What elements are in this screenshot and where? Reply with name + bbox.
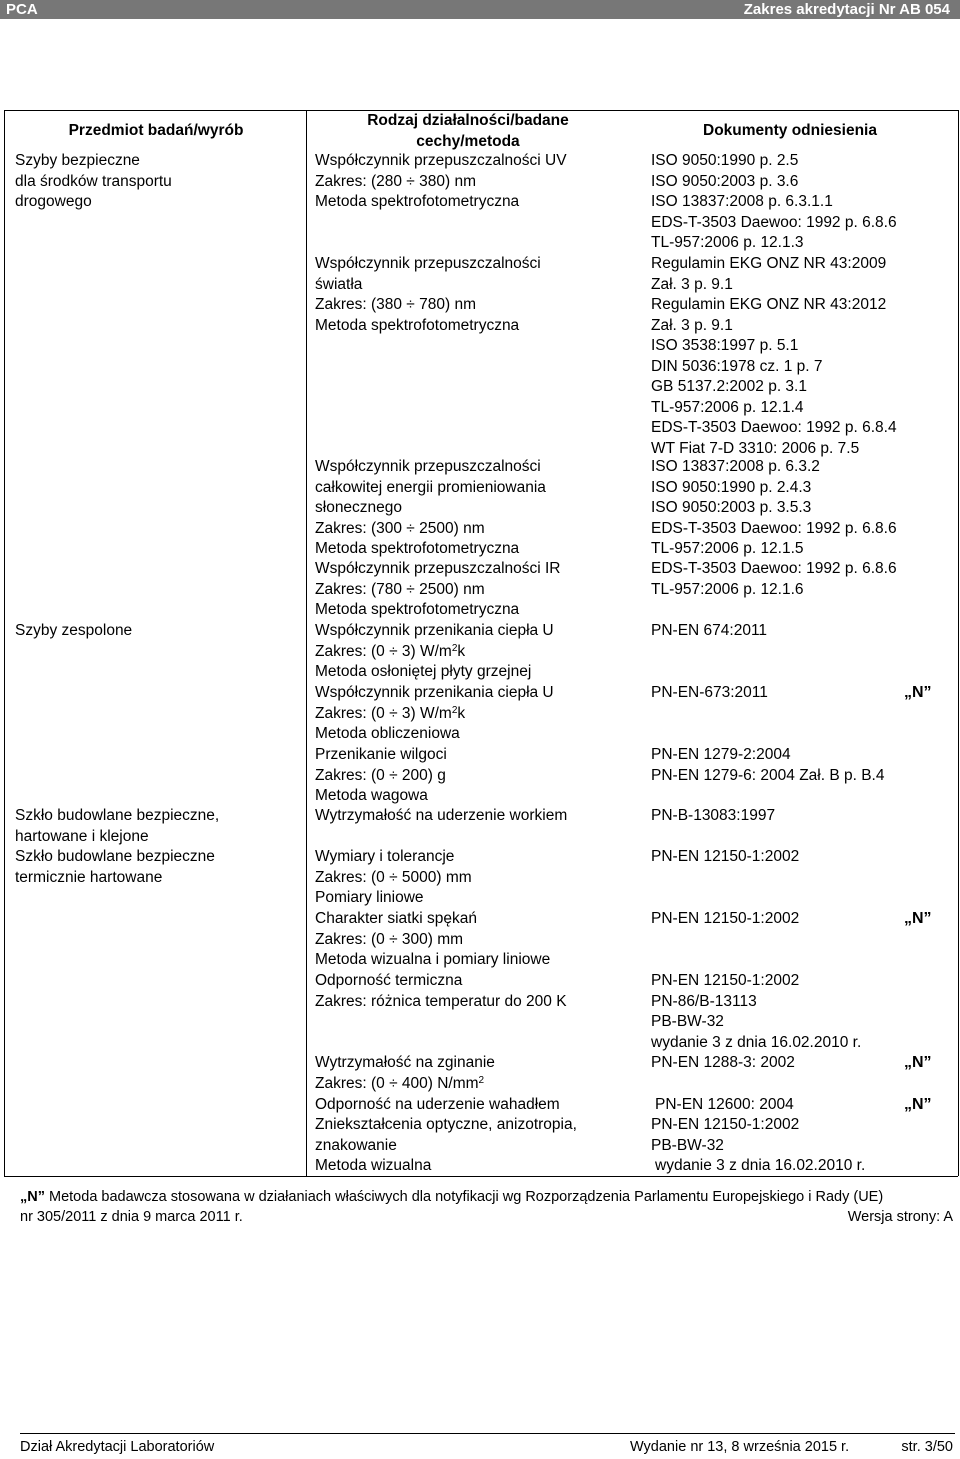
method-entry: Współczynnik przepuszczalności UV Zakres: (280 ÷ 380) nm Metoda spektrofotometryczna	[315, 152, 567, 210]
method-entry: Odporność termiczna Zakres: różnica temperatur do 200 K	[315, 972, 567, 1010]
documents-entry: PN-B-13083:1997	[651, 807, 776, 824]
documents-entry: PN-EN 12150-1:2002	[651, 910, 800, 927]
documents-entry: ISO 13837:2008 p. 6.3.2 ISO 9050:1990 p. 2.4.3 ISO 9050:2003 p. 3.5.3 EDS-T-3503 Daewoo: 1992 p. 6.8.6 TL-957:2006 p. 12.1.5	[651, 458, 897, 557]
page-version: Wersja strony: A	[847, 1209, 953, 1225]
notification-mark: „N”	[904, 910, 932, 927]
header-scope-title: Zakres akredytacji Nr AB 054	[743, 1, 950, 18]
documents-entry: ISO 9050:1990 p. 2.5 ISO 9050:2003 p. 3.6 ISO 13837:2008 p. 6.3.1.1 EDS-T-3503 Daewoo: 1992 p. 6.8.6 TL-957:2006 p. 12.1.3	[651, 152, 897, 251]
footer-divider	[20, 1433, 955, 1434]
footer-department: Dział Akredytacji Laboratoriów	[20, 1439, 215, 1455]
method-entry: Charakter siatki spękań Zakres: (0 ÷ 300) mm Metoda wizualna i pomiary liniowe	[315, 910, 551, 968]
notification-mark: „N”	[904, 1096, 932, 1113]
documents-entry: PN-EN 12150-1:2002 PB-BW-32 wydanie 3 z dnia 16.02.2010 r.	[651, 1116, 866, 1174]
documents-entry: EDS-T-3503 Daewoo: 1992 p. 6.8.6 TL-957:2006 p. 12.1.6	[651, 560, 897, 598]
documents-entry: PN-EN 674:2011	[651, 622, 768, 639]
footnote	[20, 1187, 955, 1227]
product-group: Szyby zespolone	[15, 622, 133, 639]
method-entry: Współczynnik przenikania ciepła U Zakres: (0 ÷ 3) $W/m^2k$ Metoda osłoniętej płyty grzejnej	[315, 622, 554, 680]
notification-mark: „N”	[904, 1054, 932, 1071]
method-entry: Wytrzymałość na uderzenie workiem	[315, 807, 568, 824]
column-header-product: Przedmiot badań/wyrób	[68, 122, 244, 139]
documents-entry: PN-EN 1288-3: 2002	[651, 1054, 795, 1071]
column-header-method: Rodzaj działalności/badane cechy/metoda	[367, 112, 569, 150]
method-entry: Współczynnik przepuszczalności IR Zakres: (780 ÷ 2500) nm Metoda spektrofotometryczna	[315, 560, 561, 618]
product-group: Szyby bezpieczne dla środków transportu drogowego	[15, 152, 172, 210]
documents-entry: PN-EN 12150-1:2002 PN-86/B-13113 PB-BW-32 wydanie 3 z dnia 16.02.2010 r.	[651, 972, 862, 1051]
documents-entry: PN-EN 12150-1:2002	[651, 848, 800, 865]
table-border-left	[4, 110, 5, 1176]
header-org: PCA	[6, 1, 38, 18]
column-divider-1	[306, 110, 307, 1176]
product-group: Szkło budowlane bezpieczne, hartowane i klejone Szkło budowlane bezpieczne termicznie hartowane	[15, 807, 220, 886]
method-entry: Zniekształcenia optyczne, anizotropia, znakowanie Metoda wizualna	[315, 1116, 577, 1174]
footer-page-number: str. 3/50	[901, 1439, 953, 1455]
method-entry: Wymiary i tolerancje Zakres: (0 ÷ 5000) mm Pomiary liniowe	[315, 848, 472, 906]
documents-entry: PN-EN-673:2011	[651, 684, 768, 701]
method-entry: Przenikanie wilgoci Zakres: (0 ÷ 200) g Metoda wagowa	[315, 746, 447, 804]
notification-mark: „N”	[904, 684, 932, 701]
method-entry: Współczynnik przepuszczalności światła Zakres: (380 ÷ 780) nm Metoda spektrofotometryczna	[315, 255, 541, 334]
footnote-text: Metoda badawcza stosowana w działaniach właściwych dla notyfikacji wg Rozporządzenia Parlamentu Europejskiego i Rady (UE)	[44, 1189, 884, 1205]
documents-entry: PN-EN 12600: 2004	[655, 1096, 794, 1113]
documents-entry: Regulamin EKG ONZ NR 43:2009 Zał. 3 p. 9.1 Regulamin EKG ONZ NR 43:2012 Zał. 3 p. 9.1 ISO 3538:1997 p. 5.1 DIN 5036:1978 cz. 1 p. 7 GB 5137.2:2002 p. 3.1 TL-957:2006 p. 12.1.4 EDS-T-3503 Daewoo: 1992 p. 6.8.4 WT Fiat 7-D 3310: 2006 p. 7.5	[651, 255, 897, 457]
footnote-mark: „N”	[20, 1189, 45, 1205]
method-entry: Odporność na uderzenie wahadłem	[315, 1096, 560, 1113]
footnote-text-cont: nr 305/2011 z dnia 9 marca 2011 r.	[20, 1209, 243, 1225]
column-header-documents: Dokumenty odniesienia	[703, 122, 877, 139]
footer-edition: Wydanie nr 13, 8 września 2015 r.	[630, 1439, 850, 1455]
method-entry: Współczynnik przepuszczalności całkowitej energii promieniowania słonecznego Zakres: (300 ÷ 2500) nm Metoda spektrofotometryczna	[315, 458, 546, 557]
method-entry: Wytrzymałość na zginanie Zakres: (0 ÷ 400) $N/mm^2$	[315, 1054, 495, 1092]
documents-entry: PN-EN 1279-2:2004 PN-EN 1279-6: 2004 Zał. B p. B.4	[651, 746, 885, 784]
method-entry: Współczynnik przenikania ciepła U Zakres: (0 ÷ 3) $W/m^2k$ Metoda obliczeniowa	[315, 684, 554, 742]
table-border-right	[958, 110, 959, 1176]
